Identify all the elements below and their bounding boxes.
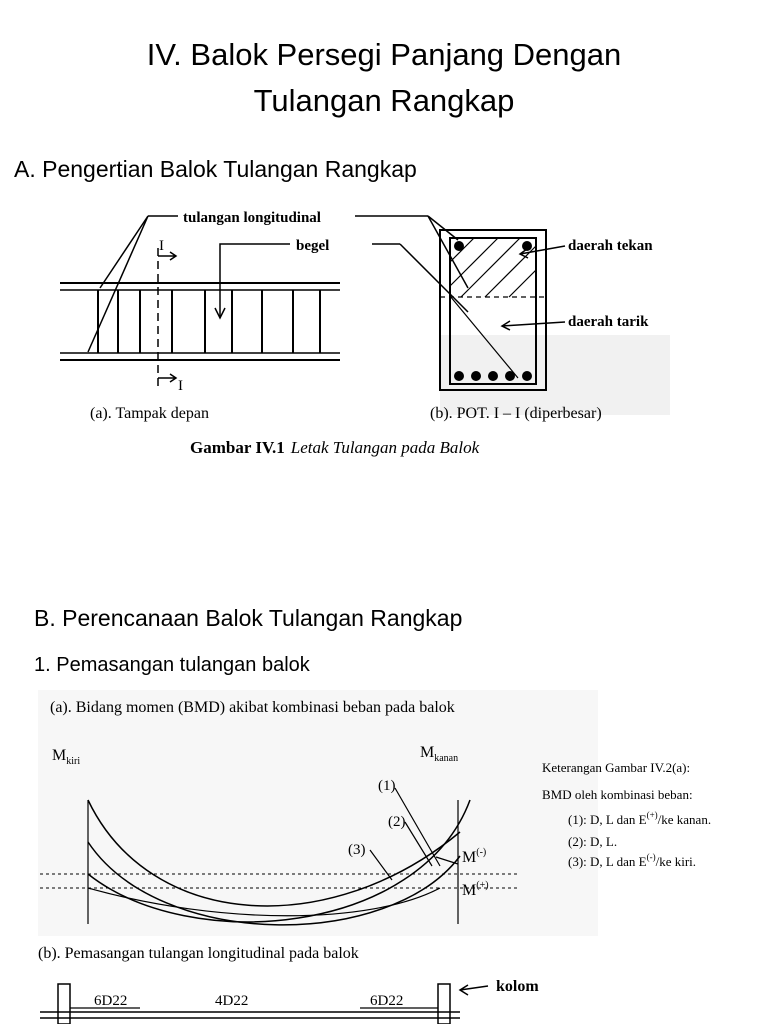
figure-1-caption [190,438,480,457]
m-right-sub: kanan [434,753,459,764]
rebar-heading: (b). Pemasangan tulangan longitudinal pada balok [38,945,359,962]
m-left-sub: kiri [66,756,81,767]
label-section-top: I [159,238,164,254]
figure-2-bmd [0,690,768,1024]
label-section-bottom: I [178,378,183,394]
section-b-heading: B. Perencanaan Balok Tulangan Rangkap [34,605,463,631]
legend-item-1 [568,810,711,827]
title-line-2: Tulangan Rangkap [253,83,515,118]
subsection-1-heading: 1. Pemasangan tulangan balok [34,654,310,676]
m-positive-letter: M [462,882,477,899]
curve-1-label: (1) [378,778,396,794]
figure-1-beam-reinforcement [0,195,768,465]
front-view-beam [60,216,468,390]
m-negative-letter: M [462,849,477,866]
bmd-heading: (a). Bidang momen (BMD) akibat kombinasi beban pada balok [50,699,455,716]
legend-item-2: (2): D, L. [568,834,618,849]
legend-title: Keterangan Gambar IV.2(a): [542,760,691,775]
curve-2-label: (2) [388,814,406,830]
m-positive-sup: (+) [476,880,489,891]
page-title [0,32,768,124]
label-longitudinal: tulangan longitudinal [183,210,321,226]
section-a-heading: A. Pengertian Balok Tulangan Rangkap [14,156,417,182]
scan-background [38,690,598,936]
label-begel: begel [296,238,330,254]
label-daerah-tarik: daerah tarik [568,314,649,330]
legend-1-text: (1): D, L dan E [568,812,647,827]
kolom-label: kolom [496,978,539,995]
legend-3-sup: (-) [646,852,656,862]
label-daerah-tekan: daerah tekan [568,238,653,254]
curve-3-label: (3) [348,842,366,858]
caption-number: Gambar IV.1 [190,438,285,457]
legend-1-tail: /ke kanan. [657,812,712,827]
legend-item-3 [568,852,696,869]
caption-section-view: (b). POT. I – I (diperbesar) [430,405,602,422]
rebar-mid-label: 4D22 [215,993,249,1009]
caption-title: Letak Tulangan pada Balok [290,438,480,457]
title-line-1: IV. Balok Persegi Panjang Dengan [146,37,622,72]
m-negative-sup: (-) [476,847,487,858]
m-left-letter: M [52,747,67,764]
legend-1-sup: (+) [646,810,658,820]
legend-subtitle: BMD oleh kombinasi beban: [542,787,693,802]
legend-3-tail: /ke kiri. [655,854,697,869]
legend-3-text: (3): D, L dan E [568,854,647,869]
rebar-right-label: 6D22 [370,993,404,1009]
caption-front-view: (a). Tampak depan [90,405,209,422]
m-right-letter: M [420,744,435,761]
rebar-left-label: 6D22 [94,993,128,1009]
